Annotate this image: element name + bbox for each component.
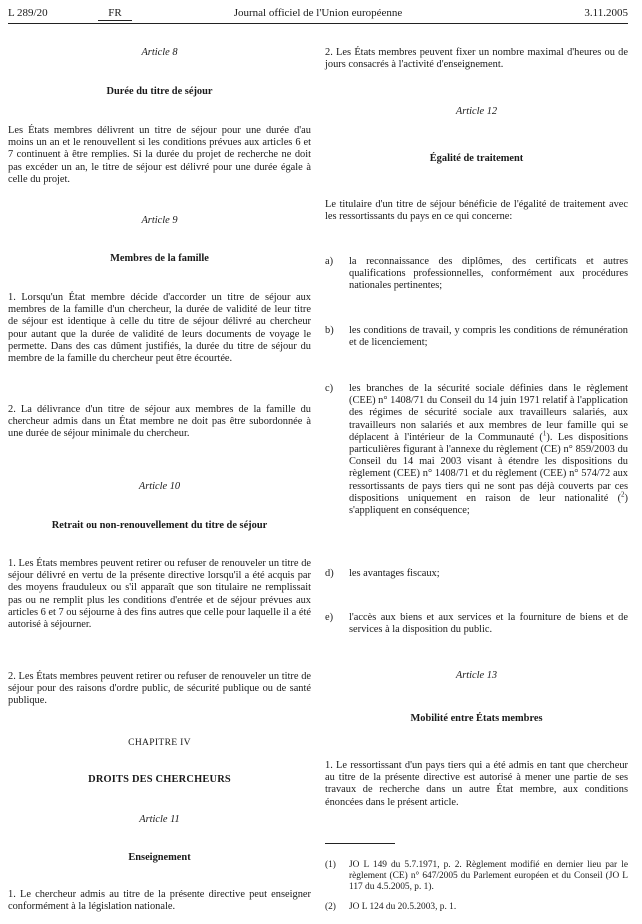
article-10-title: Retrait ou non-renouvellement du titre de séjour — [51, 520, 268, 531]
footnote-ref: 2 — [621, 490, 625, 499]
footnote-divider — [325, 843, 395, 844]
article-9-paragraph-1: 1. Lorsqu'un État membre décide d'accorder un titre de séjour aux membres de la famille d'un chercheur, la durée de validité de leur titre de séjour est identique à celle du titre de séjour délivré au chercheur pour autant que la durée de validité de leurs documents de voyage le permette. Dans des cas dûment justifiés, la durée du titre de séjour du membre de la famille du chercheur peut être écourtée. — [8, 292, 311, 365]
footnote-text: JO L 149 du 5.7.1971, p. 2. Règlement modifié en dernier lieu par le règlement (CE) n° 647/2005 du Parlement européen et du Conseil (JO L 117 du 4.5.2005, p. 1). — [349, 860, 628, 892]
article-13-paragraph-1: 1. Le ressortissant d'un pays tiers qui a été admis en tant que chercheur au titre de la présente directive est autorisé à mener une partie de ses travaux de recherche dans un autre État membre, aux conditions énoncées dans le présent article. — [325, 760, 628, 808]
article-12-title: Égalité de traitement — [429, 153, 524, 164]
article-8-title: Durée du titre de séjour — [106, 86, 213, 97]
journal-reference: L 289/20 — [8, 7, 48, 19]
article-11-paragraph-2: 2. Les États membres peuvent fixer un nombre maximal d'heures ou de jours consacrés à l'activité d'enseignement. — [325, 47, 628, 71]
journal-title: Journal officiel de l'Union européenne — [233, 7, 403, 19]
article-8-paragraph: Les États membres délivrent un titre de séjour pour une durée d'au moins un an et le renouvellent si les conditions prévues aux articles 6 et 7 continuent à être remplies. Si la durée du projet de recherche ne doit pas excéder un an, le titre de séjour est délivré pour une durée égale à celle du projet. — [8, 125, 311, 185]
list-item-label: d) — [325, 568, 334, 579]
article-8-label: Article 8 — [141, 47, 178, 58]
list-item-text: les avantages fiscaux; — [349, 568, 440, 579]
list-item-label: a) — [325, 256, 334, 267]
footnote-text: JO L 124 du 20.5.2003, p. 1. — [349, 902, 457, 912]
list-item-label: c) — [325, 383, 334, 394]
publication-date: 3.11.2005 — [584, 7, 628, 19]
article-10-paragraph-1: 1. Les États membres peuvent retirer ou refuser de renouveler un titre de séjour délivré en vertu de la présente directive lorsqu'il a été acquis par des moyens frauduleux ou s'il apparaît que son titulaire ne remplissait pas ou ne remplit plus les conditions d'entrée et de séjour prévues aux articles 6 et 7 ou séjourne à des fins autres que celle pour laquelle il a été autorisé à séjourner. — [8, 558, 311, 631]
article-11-label: Article 11 — [139, 814, 180, 825]
article-11-title: Enseignement — [128, 852, 191, 863]
language-code: FR — [98, 6, 132, 21]
chapter-title: DROITS DES CHERCHEURS — [88, 774, 231, 785]
article-10-paragraph-2: 2. Les États membres peuvent retirer ou refuser de renouveler un titre de séjour pour des raisons d'ordre public, de sécurité publique ou de santé publique. — [8, 671, 311, 707]
footnote-ref: 1 — [542, 429, 547, 438]
chapter-label: CHAPITRE IV — [128, 737, 191, 748]
article-9-paragraph-2: 2. La délivrance d'un titre de séjour aux membres de la famille du chercheur admis dans un État membre ne doit pas être subordonnée à une durée de séjour minimale du chercheur. — [8, 404, 311, 440]
article-12-intro: Le titulaire d'un titre de séjour bénéficie de l'égalité de traitement avec les ressortissants du pays en ce qui concerne: — [325, 199, 628, 223]
header-rule — [8, 23, 628, 24]
footnote-label: (2) — [325, 902, 336, 912]
list-item-text: l'accès aux biens et aux services et la fourniture de biens et de services à la disposition du public. — [349, 612, 628, 636]
article-13-title: Mobilité entre États membres — [410, 713, 543, 724]
list-item-text: les conditions de travail, y compris les conditions de rémunération et de licenciement; — [349, 325, 628, 349]
article-9-title: Membres de la famille — [110, 253, 209, 264]
article-11-paragraph-1: 1. Le chercheur admis au titre de la présente directive peut enseigner conformément à la législation nationale. — [8, 889, 311, 913]
list-item-text: les branches de la sécurité sociale définies dans le règlement (CEE) n° 1408/71 du Conseil du 14 juin 1971 relatif à l'application des régimes de sécurité sociale aux travailleurs salariés, aux travailleurs non salariés et aux membres de leur famille qui se déplacent à l'intérieur de la Communauté ($^1$). Les dispositions particulières figurant à l'annexe du règlement (CE) n° 859/2003 du Conseil du 14 mai 2003 visant à étendre les dispositions du règlement (CEE) n° 1408/71 et du règlement (CEE) n° 574/72 aux ressortissants de pays tiers qui ne sont pas déjà couverts par ces dispositions uniquement en raison de leur nationalité ($^2$) s'appliquent en conséquence; — [349, 383, 628, 517]
article-13-label: Article 13 — [455, 670, 498, 681]
article-12-label: Article 12 — [455, 106, 498, 117]
footnote-label: (1) — [325, 860, 336, 870]
list-item-label: b) — [325, 325, 334, 336]
article-10-label: Article 10 — [138, 481, 181, 492]
page-header — [8, 6, 628, 22]
list-item-label: e) — [325, 612, 334, 623]
list-item-text: la reconnaissance des diplômes, des certificats et autres qualifications professionnelles, conformément aux procédures nationales pertinentes; — [349, 256, 628, 292]
article-9-label: Article 9 — [141, 215, 178, 226]
